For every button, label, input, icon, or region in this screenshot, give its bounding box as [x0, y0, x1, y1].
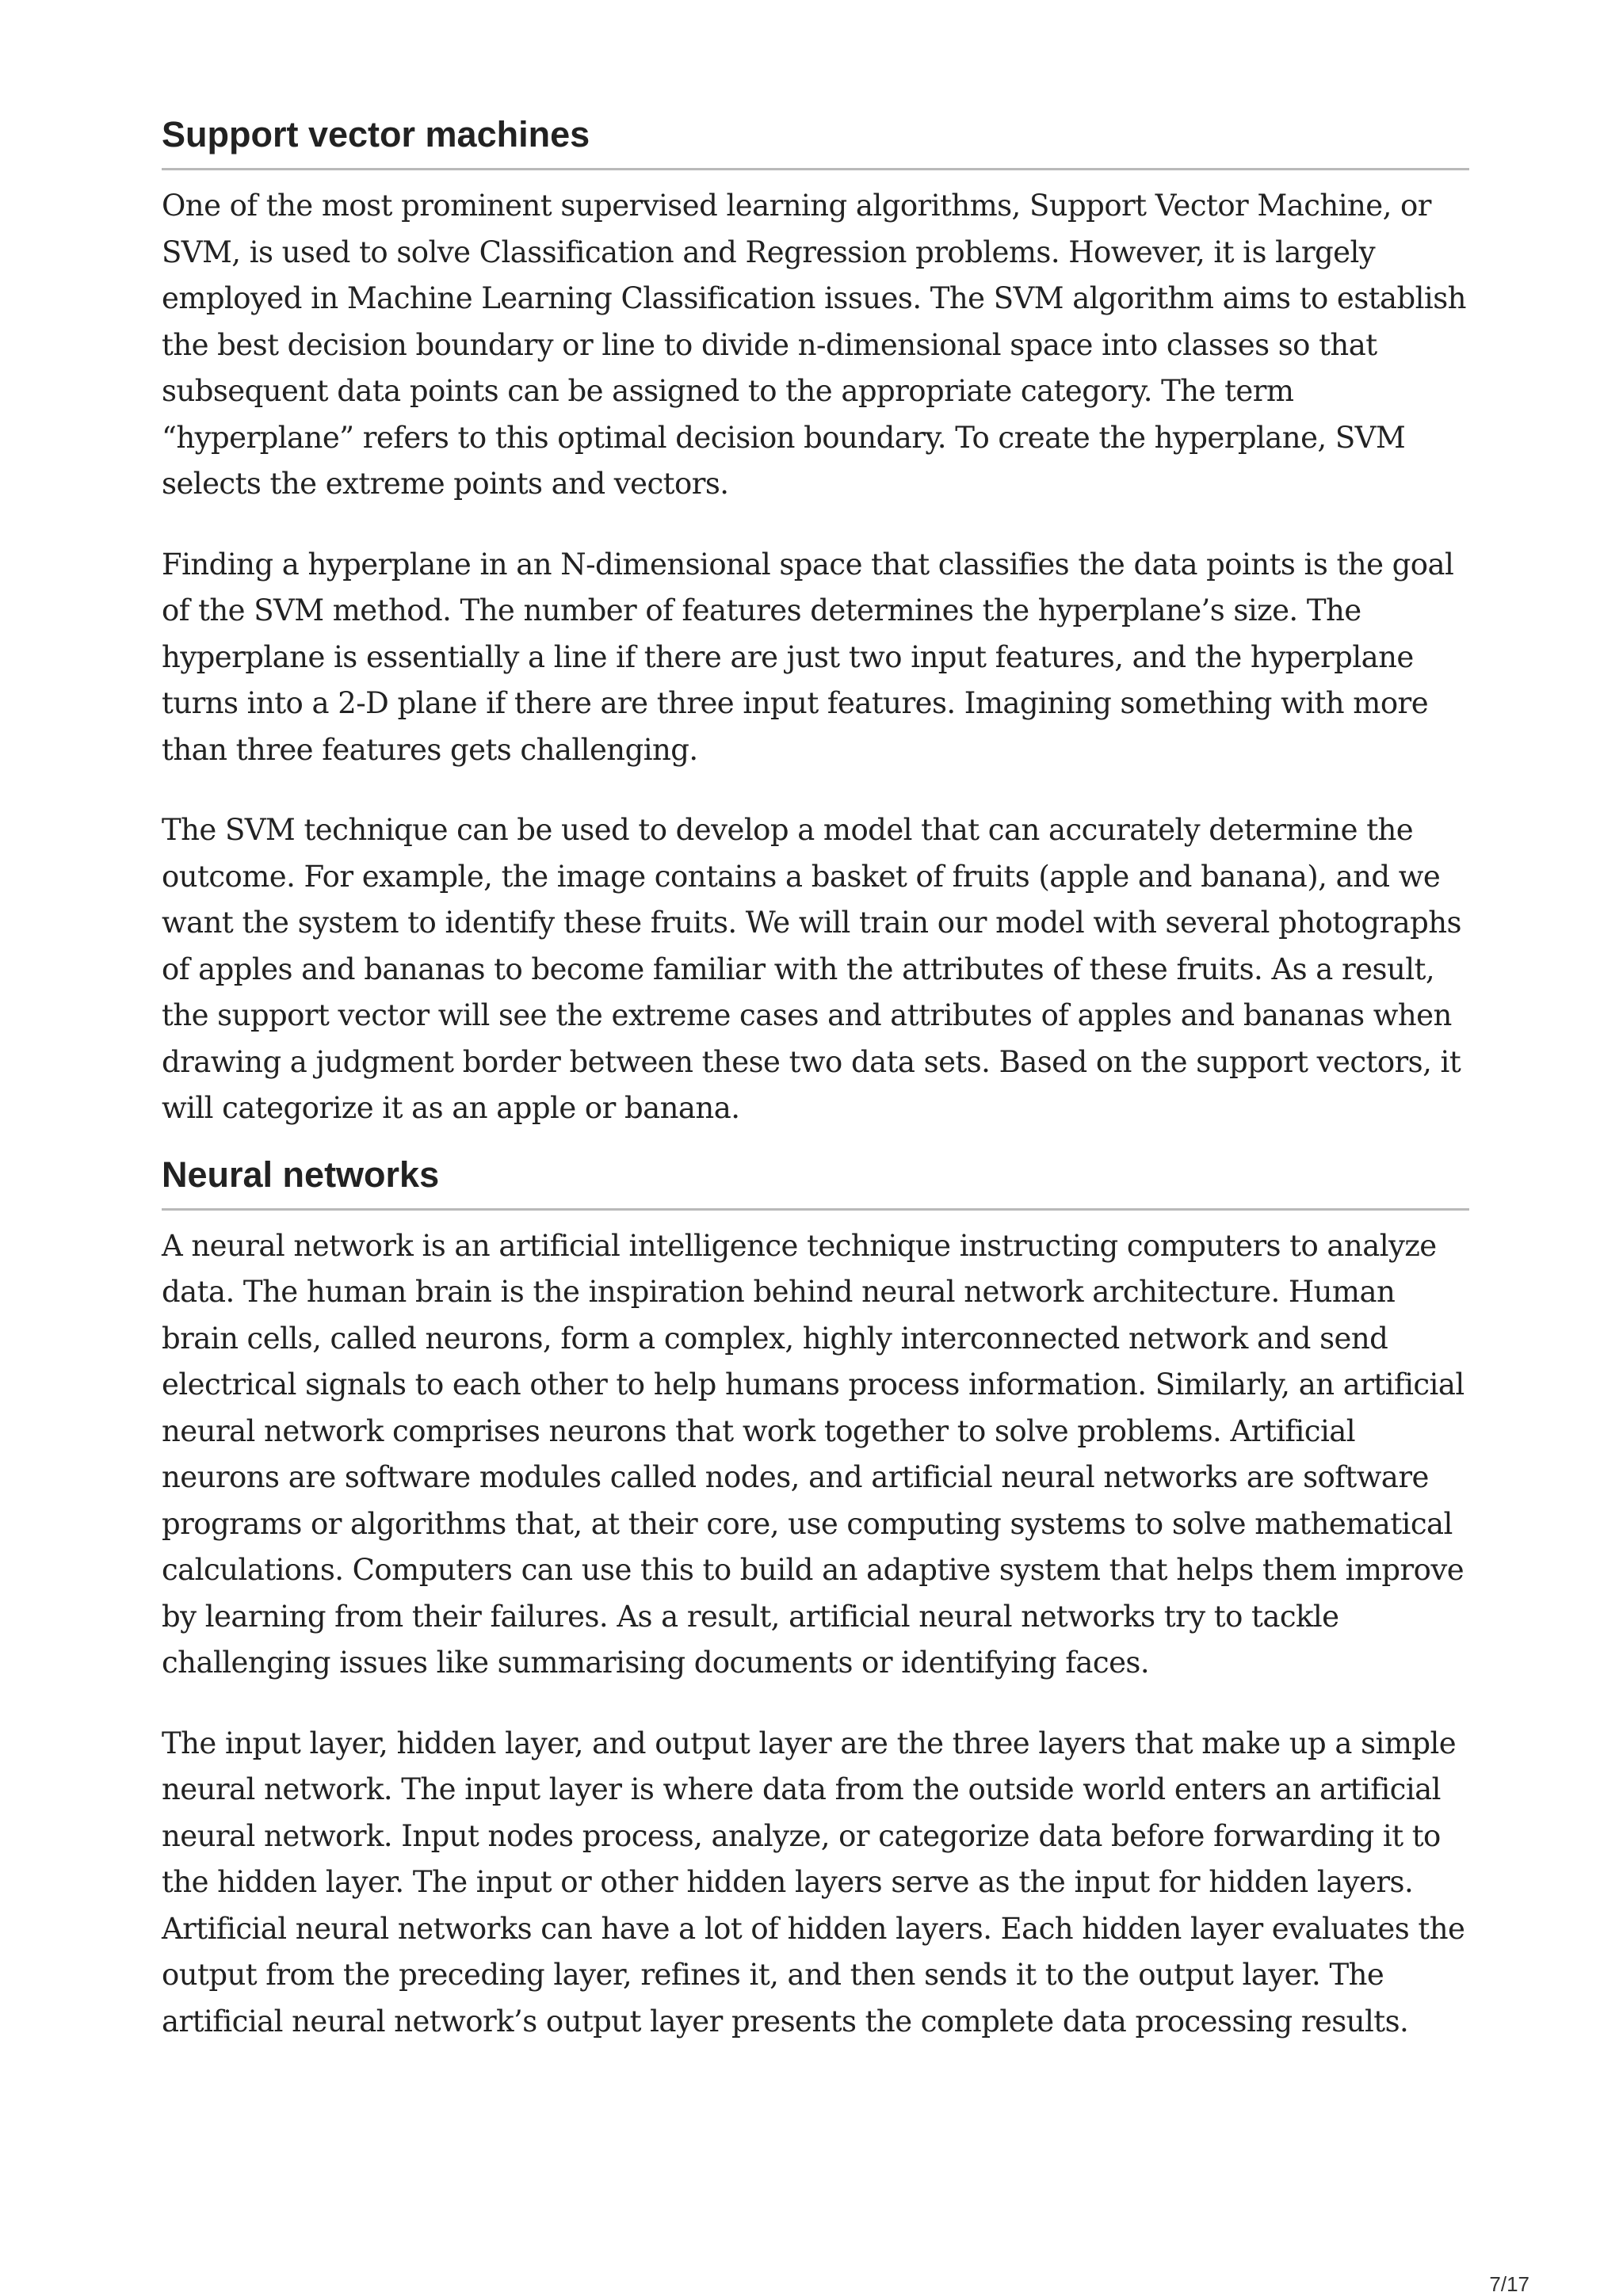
paragraph: Finding a hyperplane in an N-dimensional space that classifies the data points is the goal of the SVM method. The number of features determines the hyperplane’s size. The hyperplane is essentially a line if there are just two input features, and the hyperplane turns into a 2-D plane if there are three input features. Imagining something with more than three features gets challenging.	[162, 547, 1454, 767]
section-heading: Neural networks	[162, 1143, 1469, 1211]
document-page	[162, 103, 1469, 2056]
paragraph: The SVM technique can be used to develop a model that can accurately determine the outcome. For example, the image contains a basket of fruits (apple and banana), and we want the system to identify these fruits. We will train our model with several photographs of apples and bananas to become familiar with the attributes of these fruits. As a result, the support vector will see the extreme cases and attributes of apples and bananas when drawing a judgment border between these two data sets. Based on the support vectors, it will categorize it as an apple or banana.	[162, 813, 1461, 1125]
page-number: 7/17	[1489, 2272, 1529, 2296]
paragraph: One of the most prominent supervised learning algorithms, Support Vector Machine, or SVM, is used to solve Classification and Regression problems. However, it is largely employed in Machine Learning Classification issues. The SVM algorithm aims to establish the best decision boundary or line to divide n-dimensional space into classes so that subsequent data points can be assigned to the appropriate category. The term “hyperplane” refers to this optimal decision boundary. To create the hyperplane, SVM selects the extreme points and vectors.	[162, 189, 1466, 501]
section-neural-networks	[162, 1143, 1469, 2046]
paragraph: The input layer, hidden layer, and output layer are the three layers that make up a simple neural network. The input layer is where data from the outside world enters an artificial neural network. Input nodes process, analyze, or categorize data before forwarding it to the hidden layer. The input or other hidden layers serve as the input for hidden layers. Artificial neural networks can have a lot of hidden layers. Each hidden layer evaluates the output from the preceding layer, refines it, and then sends it to the output layer. The artificial neural network’s output layer presents the complete data processing results.	[162, 1726, 1465, 2039]
section-heading: Support vector machines	[162, 103, 1469, 170]
paragraph: A neural network is an artificial intelligence technique instructing computers to analyze data. The human brain is the inspiration behind neural network architecture. Human brain cells, called neurons, form a complex, highly interconnected network and send electrical signals to each other to help humans process information. Similarly, an artificial neural network comprises neurons that work together to solve problems. Artificial neurons are software modules called nodes, and artificial neural networks are software programs or algorithms that, at their core, use computing systems to solve mathematical calculations. Computers can use this to build an adaptive system that helps them improve by learning from their failures. As a result, artificial neural networks try to tackle challenging issues like summarising documents or identifying faces.	[162, 1228, 1465, 1680]
section-support-vector-machines	[162, 103, 1469, 1132]
